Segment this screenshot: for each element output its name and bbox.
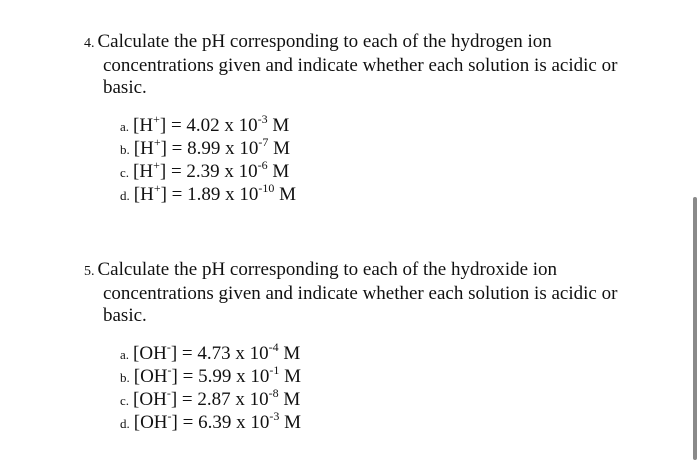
question-5-line-3: basic. — [103, 305, 147, 326]
question-4-number: 4. — [84, 36, 95, 51]
question-4 — [84, 31, 644, 207]
question-5-line-1: 5. Calculate the pH corresponding to each of the hydroxide ion — [84, 259, 558, 280]
question-5 — [84, 259, 644, 435]
question-5-items — [84, 339, 644, 435]
question-4-item-c: c. [H+] = 2.39 x $10^{-6}$ M — [120, 157, 290, 182]
question-5-line-2: concentrations given and indicate whether each solution is acidic or — [103, 283, 618, 304]
question-5-number: 5. — [84, 264, 95, 279]
question-5-item-a: a. [OH-] = 4.73 x $10^{-4}$ M — [120, 339, 301, 364]
vertical-scrollbar[interactable] — [693, 197, 697, 460]
question-5-item-b: b. [OH-] = 5.99 x $10^{-1}$ M — [120, 362, 301, 387]
question-5-item-d: d. [OH-] = 6.39 x $10^{-3}$ M — [120, 408, 301, 433]
question-4-line-2: concentrations given and indicate whether each solution is acidic or — [103, 55, 618, 76]
question-4-item-a: a. [H+] = 4.02 x $10^{-3}$ M — [120, 111, 290, 136]
question-5-item-c: c. [OH-] = 2.87 x $10^{-8}$ M — [120, 385, 301, 410]
question-4-item-b: b. [H+] = 8.99 x $10^{-7}$ M — [120, 134, 291, 159]
question-4-line-3: basic. — [103, 77, 147, 98]
question-4-item-d: d. [H+] = 1.89 x $10^{-10}$ M — [120, 180, 297, 205]
question-4-items — [84, 111, 644, 207]
question-4-line-1: 4. Calculate the pH corresponding to each of the hydrogen ion — [84, 31, 552, 52]
